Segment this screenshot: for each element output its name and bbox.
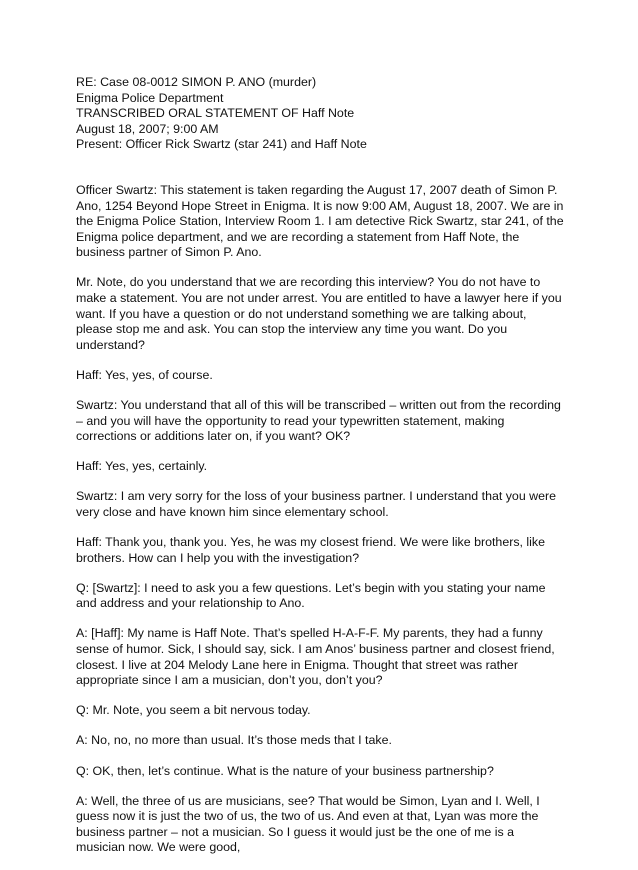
paragraph-question-partnership: Q: OK, then, let’s continue. What is the nature of your business partnership? xyxy=(76,763,494,778)
paragraph-haff-response-2: Haff: Yes, yes, certainly. xyxy=(76,459,208,474)
paragraph-opening-statement: Officer Swartz: This statement is taken regarding the August 17, 2007 death of Simon P. Ano, 1254 Beyond Hope Street in Enigma. It is now 9:00 AM, August 18, 2007. We are in the Enigma Police Station, Interview Room 1. I am detective Rick Swartz, star 241, of the Enigma police department, and we are recording a statement from Haff Note, the business partner of Simon P. Ano. xyxy=(76,182,564,260)
document-header xyxy=(76,75,566,153)
paragraph-haff-response-1: Haff: Yes, yes, of course. xyxy=(76,367,213,382)
date-time-line: August 18, 2007; 9:00 AM xyxy=(76,121,219,136)
paragraph-answer-name: A: [Haff]: My name is Haff Note. That’s spelled H-A-F-F. My parents, they had a funny sense of humor. Sick, I should say, sick. I am Anos’ business partner and closest friend, closest. I live at 204 Melody Lane here in Enigma. Thought that street was rather appropriate since I am a musician, don’t you, don’t you? xyxy=(76,626,555,688)
statement-title-line: TRANSCRIBED ORAL STATEMENT OF Haff Note xyxy=(76,106,355,121)
paragraph-question-name: Q: [Swartz]: I need to ask you a few questions. Let’s begin with you stating your name and address and your relationship to Ano. xyxy=(76,580,546,611)
document-body xyxy=(76,75,566,870)
paragraph-transcription-notice: Swartz: You understand that all of this will be transcribed – written out from the recording – and you will have the opportunity to read your typewritten statement, making corrections or additions later on, if you want? OK? xyxy=(76,398,561,444)
department-line: Enigma Police Department xyxy=(76,90,224,105)
paragraph-haff-response-3: Haff: Thank you, thank you. Yes, he was my closest friend. We were like brothers, like brothers. How can I help you with the investigation? xyxy=(76,535,546,565)
case-reference-line: RE: Case 08-0012 SIMON P. ANO (murder) xyxy=(76,75,317,89)
paragraph-rights-advisement: Mr. Note, do you understand that we are recording this interview? You do not have to make a statement. You are not under arrest. You are entitled to have a lawyer here if you want. If you have a question or do not understand something we are talking about, please stop me and ask. You can stop the interview any time you want. Do you understand? xyxy=(76,275,562,352)
paragraph-answer-nervous: A: No, no, no more than usual. It’s those meds that I take. xyxy=(76,733,392,748)
paragraph-answer-partnership: A: Well, the three of us are musicians, see? That would be Simon, Lyan and I. Well, I guess now it is just the two of us, the two of us. And even at that, Lyan was more the business partner – not a musician. So I guess it would just be the one of me is a musician now. We were good, xyxy=(76,793,540,855)
paragraph-condolence: Swartz: I am very sorry for the loss of your business partner. I understand that you were very close and have known him since elementary school. xyxy=(76,489,557,519)
paragraph-question-nervous: Q: Mr. Note, you seem a bit nervous today. xyxy=(76,703,311,718)
present-line: Present: Officer Rick Swartz (star 241) and Haff Note xyxy=(76,137,367,152)
